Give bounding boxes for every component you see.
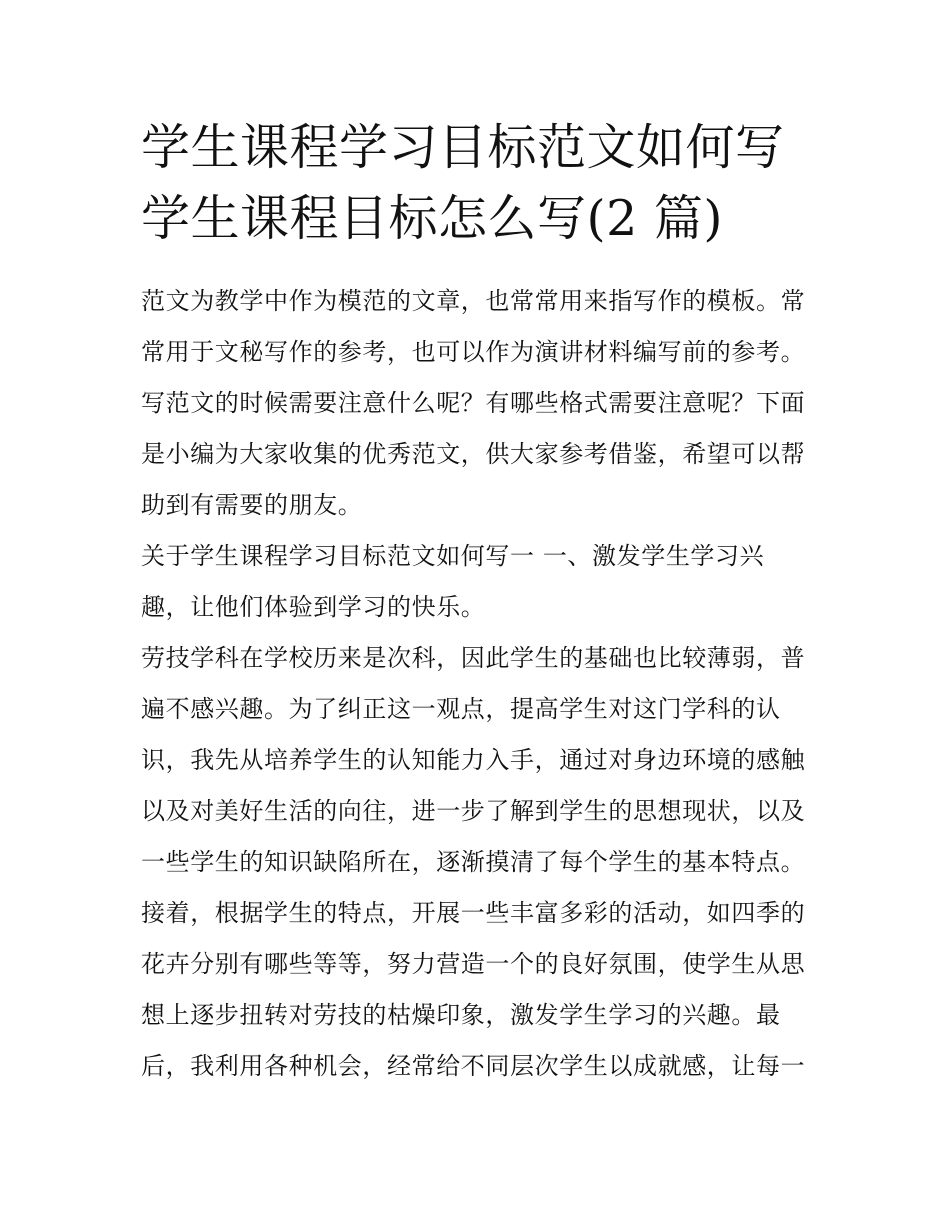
text-line: 是小编为大家收集的优秀范文，供大家参考借鉴，希望可以帮	[141, 440, 806, 468]
paragraph-intro	[141, 276, 821, 531]
title-line-2: 学生课程目标怎么写(2 篇)	[141, 190, 723, 247]
text-line: 想上逐步扭转对劳技的枯燥印象，激发学生学习的兴趣。最	[141, 1001, 781, 1029]
document-content	[141, 112, 821, 1092]
paragraph-section-heading	[141, 531, 821, 633]
text-line: 范文为教学中作为模范的文章，也常常用来指写作的模板。常	[141, 287, 806, 315]
text-line: 识，我先从培养学生的认知能力入手，通过对身边环境的感触	[141, 746, 806, 774]
text-line: 助到有需要的朋友。	[141, 491, 363, 519]
text-line: 一些学生的知识缺陷所在，逐渐摸清了每个学生的基本特点。	[141, 848, 806, 876]
text-line: 劳技学科在学校历来是次科，因此学生的基础也比较薄弱，普	[141, 644, 806, 672]
document-title	[141, 112, 821, 254]
text-line: 遍不感兴趣。为了纠正这一观点，提高学生对这门学科的认	[141, 695, 781, 723]
text-line: 写范文的时候需要注意什么呢？有哪些格式需要注意呢？下面	[141, 389, 806, 417]
title-line-1: 学生课程学习目标范文如何写	[141, 119, 785, 176]
paragraph-body	[141, 633, 821, 1092]
text-line: 关于学生课程学习目标范文如何写一 一、激发学生学习兴	[141, 542, 765, 570]
text-line: 接着，根据学生的特点，开展一些丰富多彩的活动，如四季的	[141, 899, 806, 927]
text-line: 以及对美好生活的向往，进一步了解到学生的思想现状，以及	[141, 797, 806, 825]
text-line: 后，我利用各种机会，经常给不同层次学生以成就感，让每一	[141, 1052, 806, 1080]
text-line: 花卉分别有哪些等等，努力营造一个的良好氛围，使学生从思	[141, 950, 806, 978]
text-line: 常用于文秘写作的参考，也可以作为演讲材料编写前的参考。	[141, 338, 806, 366]
text-line: 趣，让他们体验到学习的快乐。	[141, 593, 486, 621]
document-body	[141, 276, 821, 1092]
